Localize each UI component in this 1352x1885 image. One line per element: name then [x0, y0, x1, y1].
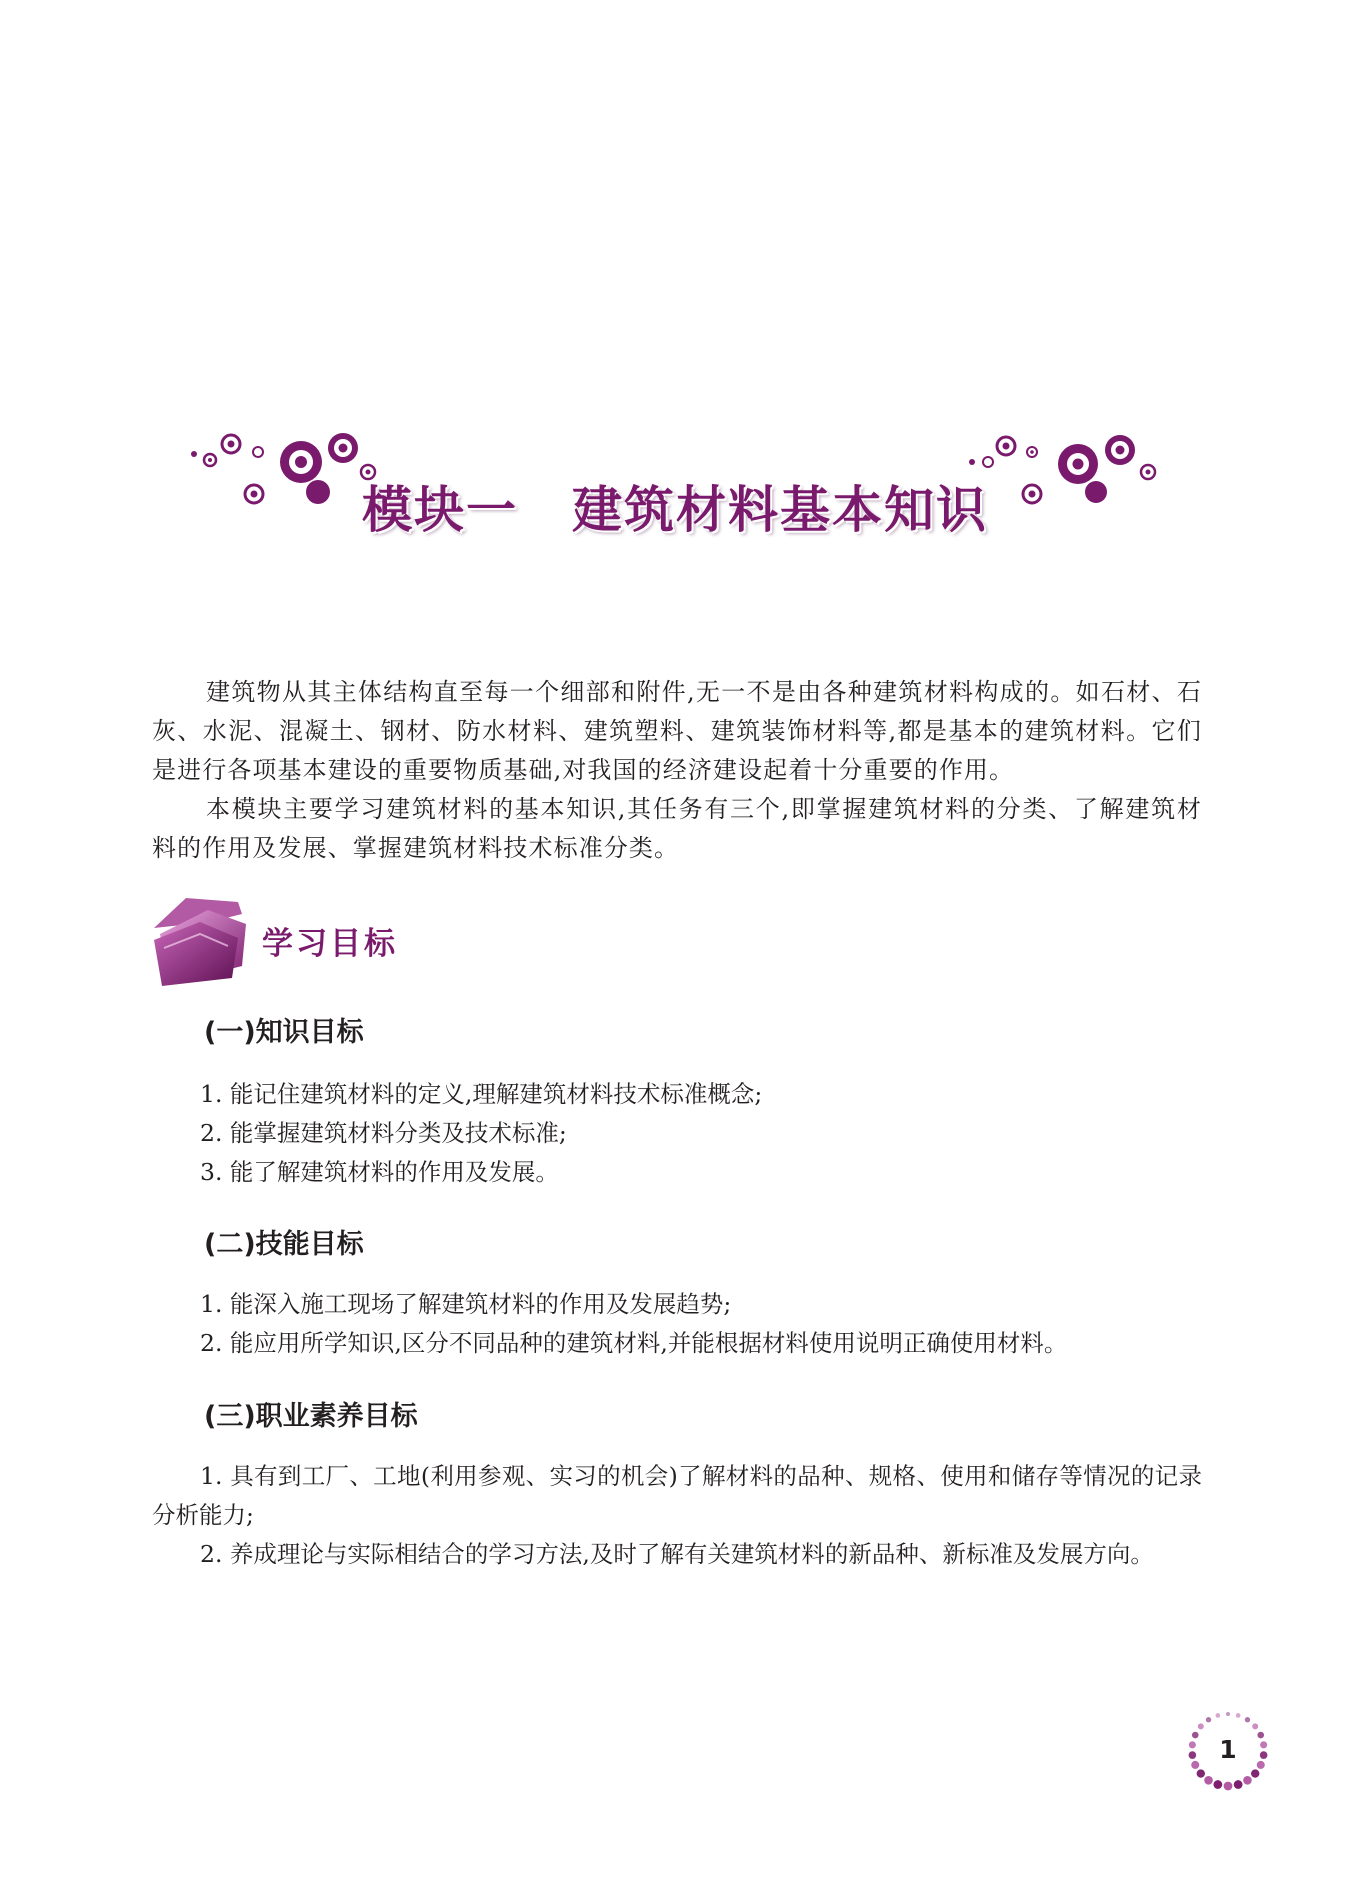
folder-icon	[150, 888, 250, 988]
section-heading-professional: (三)职业素养目标	[204, 1401, 418, 1432]
section-heading-skills: (二)技能目标	[204, 1229, 364, 1260]
bubble-circles-icon	[186, 428, 382, 518]
skills-list	[152, 1285, 1202, 1363]
module-title	[362, 470, 1002, 542]
page-number-badge	[1184, 1706, 1272, 1794]
intro-text	[152, 673, 1202, 868]
objectives-title: 学习目标	[262, 926, 398, 962]
list-item: 1. 能记住建筑材料的定义,理解建筑材料技术标准概念;	[200, 1080, 763, 1108]
objectives-header	[150, 888, 550, 988]
list-item: 1. 能深入施工现场了解建筑材料的作用及发展趋势;	[200, 1290, 732, 1318]
list-item: 2. 能应用所学知识,区分不同品种的建筑材料,并能根据材料使用说明正确使用材料。	[200, 1329, 1068, 1357]
intro-paragraph: 本模块主要学习建筑材料的基本知识,其任务有三个,即掌握建筑材料的分类、了解建筑材料的作用及发展、掌握建筑材料技术标准分类。	[152, 795, 1202, 862]
professional-list	[152, 1457, 1202, 1574]
intro-paragraph: 建筑物从其主体结构直至每一个细部和附件,无一不是由各种建筑材料构成的。如石材、石灰、水泥、混凝土、钢材、防水材料、建筑塑料、建筑装饰材料等,都是基本的建筑材料。它们是进行各项基本建设的重要物质基础,对我国的经济建设起着十分重要的作用。	[152, 678, 1202, 784]
section-heading-knowledge: (一)知识目标	[204, 1017, 364, 1048]
list-item: 2. 能掌握建筑材料分类及技术标准;	[200, 1119, 567, 1147]
bubble-circles-icon	[964, 428, 1164, 518]
page-number: 1	[1219, 1735, 1237, 1764]
module-name: 建筑材料基本知识	[572, 481, 988, 539]
knowledge-list	[152, 1075, 1202, 1192]
list-item: 2. 养成理论与实际相结合的学习方法,及时了解有关建筑材料的新品种、新标准及发展方向。	[200, 1540, 1154, 1568]
module-number: 模块一	[362, 481, 518, 539]
list-item: 1. 具有到工厂、工地(利用参观、实习的机会)了解材料的品种、规格、使用和储存等情况的记录分析能力;	[152, 1462, 1202, 1529]
list-item: 3. 能了解建筑材料的作用及发展。	[200, 1158, 559, 1186]
